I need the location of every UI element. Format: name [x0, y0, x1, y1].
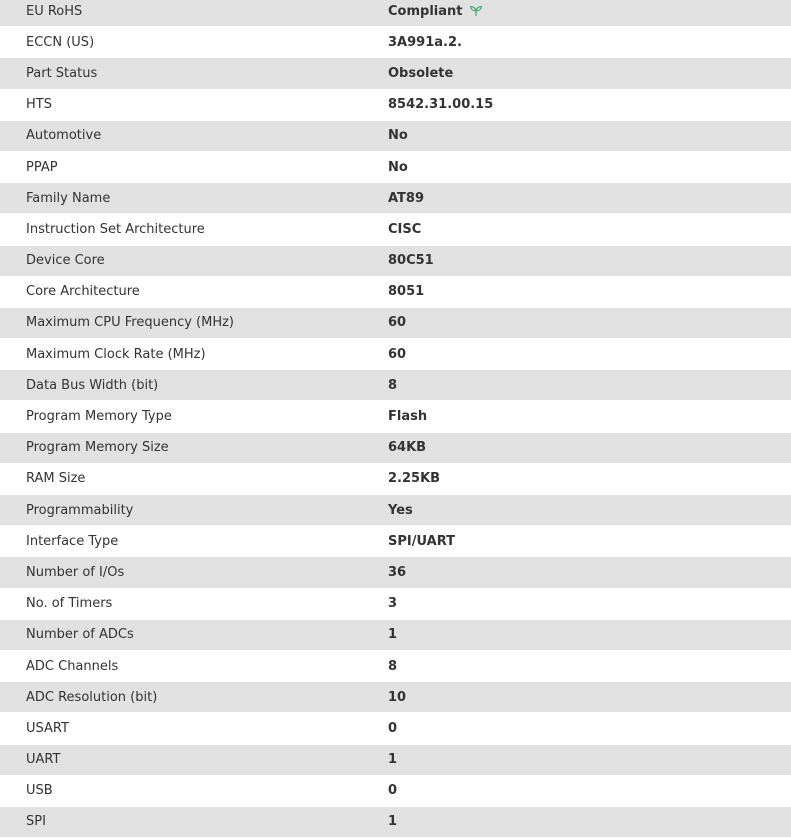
spec-value: 3A991a.2. — [388, 34, 462, 50]
spec-label: Core Architecture — [26, 284, 140, 300]
spec-row — [0, 339, 791, 370]
spec-value: Flash — [388, 409, 428, 425]
spec-row — [0, 495, 791, 526]
spec-label: Programmability — [26, 502, 134, 518]
leaf-icon — [469, 5, 483, 17]
spec-row — [0, 682, 791, 713]
spec-row-eu-rohs — [0, 0, 791, 27]
spec-value: 10 — [388, 689, 407, 705]
spec-row — [0, 433, 791, 464]
spec-label: Program Memory Size — [26, 440, 169, 456]
spec-row — [0, 620, 791, 651]
spec-value: 8 — [388, 377, 398, 393]
spec-row — [0, 526, 791, 557]
spec-row — [0, 464, 791, 495]
spec-row — [0, 713, 791, 744]
spec-row — [0, 27, 791, 58]
spec-row — [0, 277, 791, 308]
spec-value: AT89 — [388, 190, 425, 206]
spec-label: USART — [26, 720, 69, 736]
spec-row — [0, 370, 791, 401]
spec-label: Maximum Clock Rate (MHz) — [26, 346, 206, 362]
spec-label: Number of ADCs — [26, 627, 134, 643]
spec-value: 64KB — [388, 440, 427, 456]
spec-row — [0, 121, 791, 152]
spec-value: 1 — [388, 627, 398, 643]
spec-value: 80C51 — [388, 253, 434, 269]
spec-label: Number of I/Os — [26, 564, 125, 580]
spec-label: Program Memory Type — [26, 409, 172, 425]
spec-label: Instruction Set Architecture — [26, 221, 205, 237]
spec-label: Data Bus Width (bit) — [26, 377, 159, 393]
spec-row — [0, 214, 791, 245]
spec-label: EU RoHS — [26, 3, 83, 19]
spec-row — [0, 183, 791, 214]
spec-label: Automotive — [26, 128, 102, 144]
spec-value: SPI/UART — [388, 533, 455, 549]
spec-value-cell — [388, 4, 791, 19]
spec-row — [0, 58, 791, 89]
spec-value: No — [388, 159, 408, 175]
spec-label: Part Status — [26, 65, 98, 81]
spec-label: UART — [26, 752, 61, 768]
spec-row — [0, 246, 791, 277]
spec-row — [0, 401, 791, 432]
spec-label: ADC Channels — [26, 658, 119, 674]
spec-value: Yes — [388, 502, 413, 518]
spec-label: Device Core — [26, 253, 105, 269]
spec-row — [0, 589, 791, 620]
spec-label: ECCN (US) — [26, 34, 95, 50]
spec-label: PPAP — [26, 159, 58, 175]
spec-value: 2.25KB — [388, 471, 441, 487]
spec-value: 60 — [388, 315, 407, 331]
spec-label: USB — [26, 783, 53, 799]
spec-value: No — [388, 128, 408, 144]
spec-row — [0, 745, 791, 776]
spec-value: Compliant — [388, 3, 463, 19]
spec-label: SPI — [26, 814, 46, 830]
spec-row — [0, 807, 791, 838]
spec-label: Maximum CPU Frequency (MHz) — [26, 315, 234, 331]
spec-value: 36 — [388, 564, 407, 580]
spec-value: 3 — [388, 596, 398, 612]
spec-value: 1 — [388, 752, 398, 768]
spec-label: Family Name — [26, 190, 111, 206]
spec-row — [0, 557, 791, 588]
spec-value: 60 — [388, 346, 407, 362]
spec-value: 1 — [388, 814, 398, 830]
spec-value: 0 — [388, 720, 398, 736]
spec-value: 0 — [388, 783, 398, 799]
spec-value: 8542.31.00.15 — [388, 97, 494, 113]
spec-value: 8 — [388, 658, 398, 674]
spec-row — [0, 90, 791, 121]
spec-label: ADC Resolution (bit) — [26, 689, 158, 705]
spec-label: HTS — [26, 97, 52, 113]
spec-value: CISC — [388, 221, 422, 237]
spec-row — [0, 152, 791, 183]
spec-label: RAM Size — [26, 471, 86, 487]
spec-row — [0, 308, 791, 339]
spec-row — [0, 776, 791, 807]
spec-value: Obsolete — [388, 65, 454, 81]
spec-row — [0, 651, 791, 682]
spec-label: No. of Timers — [26, 596, 113, 612]
spec-value: 8051 — [388, 284, 425, 300]
spec-label: Interface Type — [26, 533, 119, 549]
